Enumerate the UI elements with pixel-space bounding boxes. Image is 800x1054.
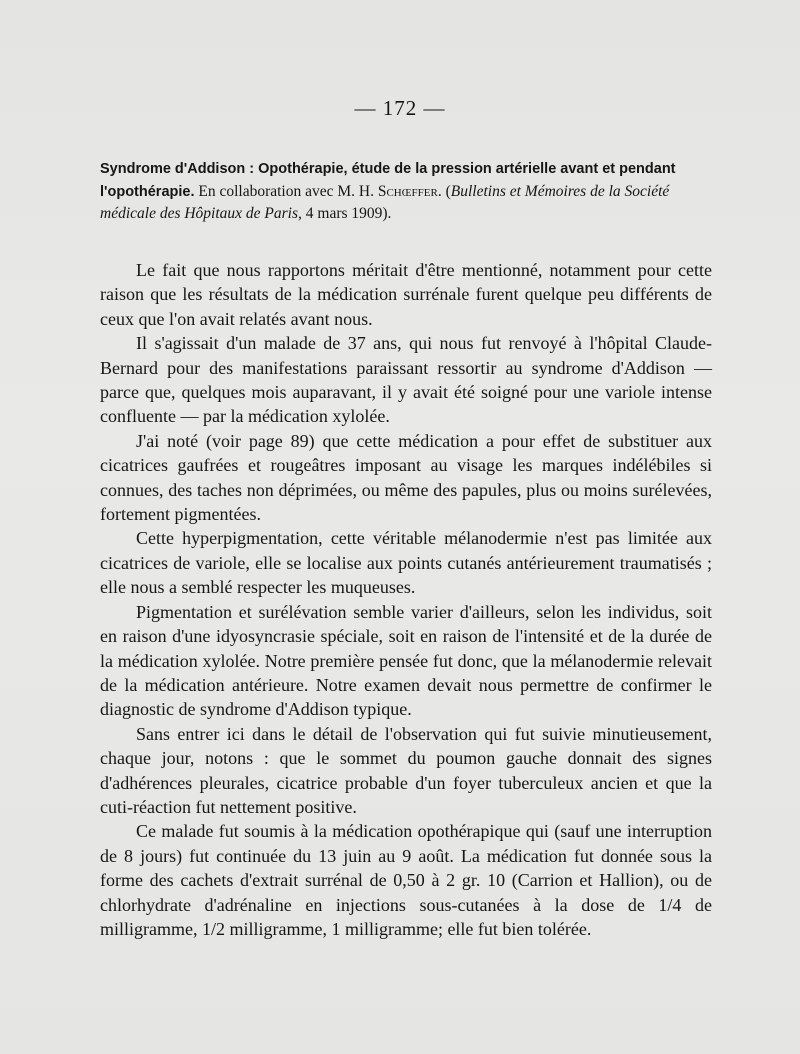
paragraph-2: Il s'agissait d'un malade de 37 ans, qui nous fut renvoyé à l'hôpital Claude-Bernard pour des manifestations paraissant ressortir au syndrome d'Addison — parce que, quelques mois auparavant, il y avait été soigné pour une variole intense confluente — par la médication xylolée. xyxy=(100,333,712,427)
paragraph-4: Cette hyperpigmentation, cette véritable mélanodermie n'est pas limitée aux cicatrices de variole, elle se localise aux points cutanés antérieurement traumatisés ; elle nous a semblé respecter les muqueuses. xyxy=(100,528,712,598)
article-title: Syndrome d'Addison : Opothérapie, étude de la pression artérielle avant et pendant l'opothérapie. xyxy=(100,161,676,200)
collaborator-name: Schœffer xyxy=(377,182,438,200)
page-number: — 172 — xyxy=(354,96,446,120)
paragraph-1: Le fait que nous rapportons méritait d'être mentionné, notamment pour cette raison que les résultats de la médication surrénale furent quelque peu différents de ceux que l'on avait relatés avant nous. xyxy=(100,260,712,329)
paragraph-6: Sans entrer ici dans le détail de l'observation qui fut suivie minutieusement, chaque jour, notons : que le sommet du poumon gauche donnait des signes d'adhérences pleurales, cicatrice probable d'un foyer tuberculeux ancien et que la cuti-réaction fut nettement positive. xyxy=(100,723,712,817)
paragraph-7: Ce malade fut soumis à la médication opothérapique qui (sauf une interruption de 8 jours) fut continuée du 13 juin au 9 août. La médication fut donnée sous la forme des cachets d'extrait surrénal de 0,50 à 2 gr. 10 (Carrion et Hallion), ou de chlorhydrate d'adrénaline en injections sous-cutanées à la dose de 1/4 de milligramme, 1/2 milligramme, 1 milligramme; elle fut bien tolérée. xyxy=(100,821,712,939)
paragraph-3: J'ai noté (voir page 89) que cette médication a pour effet de substituer aux cicatrices gaufrées et rougeâtres imposant au visage les marques indélébiles si connues, des taches non déprimées, ou même des papules, plus ou moins surélevées, fortement pigmentées. xyxy=(100,430,712,525)
citation-open: . ( xyxy=(437,182,451,200)
article-header xyxy=(100,158,712,226)
citation-journal: Bulletins et Mémoires de la Société médicale des Hôpitaux de Paris, xyxy=(100,182,670,222)
article-body xyxy=(100,258,712,941)
citation-date: 4 mars 1909). xyxy=(301,205,392,222)
collaboration-prefix: En collaboration avec M. H. xyxy=(198,182,374,200)
paragraph-5: Pigmentation et surélévation semble varier d'ailleurs, selon les individus, soit en raison d'une idyosyncrasie spéciale, soit en raison de l'intensité et de la durée de la médication xylolée. Notre première pensée fut donc, que la mélanodermie relevait de la médication antérieure. Notre examen devait nous permettre de confirmer le diagnostic de syndrome d'Addison typique. xyxy=(100,601,712,720)
